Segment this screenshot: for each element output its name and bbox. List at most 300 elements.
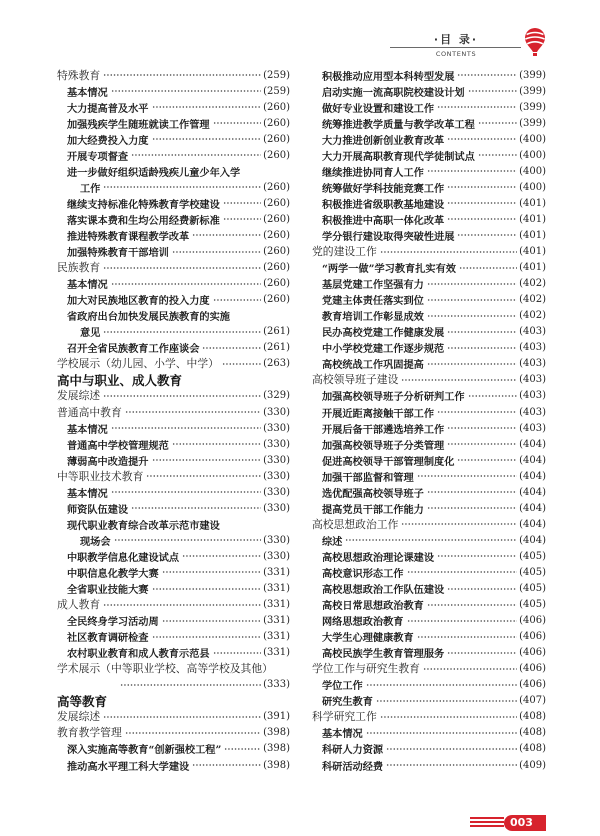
toc-item-title: 意见 [80,327,101,340]
toc-item-row [57,276,290,292]
dot-leader [152,587,262,591]
toc-category-title: 特殊教育 [57,68,101,82]
toc-item-row [312,99,546,115]
toc-page-number: (330) [263,454,290,466]
toc-item-row [312,179,546,195]
toc-column-right [312,67,546,773]
toc-page-number: (261) [263,326,290,338]
toc-page-number: (331) [263,599,290,611]
toc-page-number: (402) [519,294,546,306]
toc-item-title: 统筹做好学科技能竞赛工作 [322,182,445,195]
dot-leader [202,346,261,350]
dot-leader [131,506,261,510]
toc-page-number: (406) [519,663,546,675]
dot-leader [152,137,262,141]
dot-leader [103,394,261,398]
dot-leader [447,137,517,141]
toc-column-left [57,67,290,773]
toc-item-row [57,99,290,115]
toc-item-title: 社区教育调研检查 [67,632,149,645]
dot-leader [447,651,517,655]
toc-page-number: (401) [519,246,546,258]
toc-item-row [312,484,546,500]
toc-item-row [312,741,546,757]
toc-page-number: (260) [263,133,290,145]
dot-leader [427,506,517,510]
toc-page-number: (405) [519,566,546,578]
toc-item-title: 大学生心理健康教育 [322,632,414,645]
header-rule [390,47,521,48]
toc-item-title: 学位工作 [322,680,363,693]
toc-item-title: 科研人力资源 [322,744,384,757]
toc-item-row [312,548,546,564]
toc-category-title: 学术展示（中等职业学校、高等学校及其他） [57,662,273,676]
toc-page-number: (260) [263,213,290,225]
toc-page-number: (404) [519,502,546,514]
toc-item-row [312,211,546,227]
toc-item-row [57,244,290,260]
toc-category-row [312,516,546,532]
toc-category-title: 高校思想政治工作 [312,517,399,531]
dot-leader [468,89,517,93]
dot-leader [427,169,517,173]
toc-page-number: (406) [519,647,546,659]
dot-leader [111,282,261,286]
dot-leader [213,121,261,125]
dot-leader [427,314,517,318]
toc-page-number: (331) [263,566,290,578]
toc-item-row [312,227,546,243]
contents-subtitle: CONTENTS [435,50,477,58]
toc-item-title: 全民终身学习活动周 [67,616,159,629]
toc-item-row [57,83,290,99]
dot-leader [437,410,517,414]
toc-item-title: 积极推进中高职一体化改革 [322,214,445,227]
balloon-logo-icon [524,27,546,57]
toc-item-title: 继续支持标准化特殊教育学校建设 [67,198,220,211]
toc-item-row [57,757,290,773]
toc-item-row [57,629,290,645]
toc-page-number: (259) [263,85,290,97]
toc-item-row [57,516,290,532]
toc-item-title: 继续推进协同育人工作 [322,166,424,179]
toc-category-title: 科学研究工作 [312,710,377,724]
dot-leader [103,266,261,270]
toc-section-title: 高等教育 [57,693,108,709]
page-number: 003 [510,816,533,829]
toc-category-row [57,260,290,276]
dot-leader [152,635,262,639]
dot-leader [111,426,261,430]
dot-leader [172,250,261,254]
toc-item-row [312,452,546,468]
toc-item-title: 学分银行建设取得突破性进展 [322,230,455,243]
toc-category-row [57,661,290,677]
toc-page-number: (331) [263,647,290,659]
dot-leader [407,619,518,623]
toc-item-title: 加强特殊教育干部培训 [67,247,169,260]
toc-page-number: (330) [263,406,290,418]
toc-page-number: (261) [263,342,290,354]
dot-leader [213,298,261,302]
toc-item-title: 科研活动经费 [322,760,384,773]
toc-item-row [312,388,546,404]
toc-item-title: 加大对民族地区教育的投入力度 [67,295,210,308]
toc-page-number: (400) [519,181,546,193]
dot-leader [213,651,261,655]
toc-item-title: 进一步做好组织适龄残疾儿童少年入学 [67,166,241,179]
toc-page-number: (401) [519,229,546,241]
toc-item-row [312,324,546,340]
toc-category-title: 教育教学管理 [57,726,122,740]
toc-page-number: (330) [263,438,290,450]
toc-category-row [312,244,546,260]
toc-item-row [312,500,546,516]
toc-item-title: 高校日常思想政治教育 [322,600,424,613]
dot-leader [345,538,517,542]
toc-page-number: (403) [519,326,546,338]
dot-leader [478,153,517,157]
toc-item-row [57,147,290,163]
toc-item-title: 民办高校党建工作健康发展 [322,327,445,340]
dot-leader [146,474,261,478]
toc-page-number: (331) [263,631,290,643]
dot-leader [417,635,517,639]
toc-item-title: 落实课本费和生均公用经费新标准 [67,214,220,227]
toc-item-title: 加大经费投入力度 [67,134,149,147]
toc-category-title: 学校展示（幼儿园、小学、中学） [57,357,219,371]
toc-item-row [57,292,290,308]
toc-item-title: 高校思想政治工作队伍建设 [322,584,445,597]
toc-page-number: (405) [519,599,546,611]
toc-item-title: 基层党建工作坚强有力 [322,279,424,292]
dot-leader [478,121,517,125]
toc-page-number: (330) [263,534,290,546]
toc-page-number: (405) [519,583,546,595]
toc-item-title: 现场会 [80,535,111,548]
toc-item-title: 现代职业教育综合改革示范市建设 [67,519,220,532]
toc-page-number: (403) [519,358,546,370]
toc-page-number: (406) [519,679,546,691]
dot-leader [103,185,261,189]
toc-page-number: (399) [519,69,546,81]
toc-page-number: (403) [519,422,546,434]
toc-page-number: (260) [263,229,290,241]
toc-item-title: 开展专项督查 [67,150,129,163]
toc-item-title: 网络思想政治教育 [322,616,404,629]
toc-item-row [312,645,546,661]
toc-item-row [312,532,546,548]
toc-page-number: (400) [519,165,546,177]
toc-page-number: (408) [519,743,546,755]
toc-item-row [312,356,546,372]
dot-leader [366,683,517,687]
toc-item-title: 推进特殊教育课程教学改革 [67,230,190,243]
toc-page-number: (260) [263,294,290,306]
toc-item-row [57,195,290,211]
dot-leader [103,330,261,334]
toc-item-row [57,613,290,629]
toc-item-row [57,340,290,356]
toc-page-number: (403) [519,390,546,402]
toc-item-row [57,420,290,436]
dot-leader [103,715,261,719]
toc-page-number: (405) [519,550,546,562]
toc-page-number: (404) [519,534,546,546]
dot-leader [380,250,517,254]
toc-item-title: 促进高校领导干部管理制度化 [322,455,455,468]
toc-section-row [57,693,290,709]
toc-item-title: 选优配强高校领导班子 [322,487,424,500]
toc-item-title: 薄弱高中改造提升 [67,455,149,468]
toc-item-title: 做好专业设置和建设工作 [322,102,435,115]
toc-category-title: 成人教育 [57,598,101,612]
toc-item-title: 普通高中学校管理规范 [67,439,169,452]
toc-item-title: 大力推进创新创业教育改革 [322,134,445,147]
toc-page-number: (259) [263,69,290,81]
toc-page-number: (401) [519,262,546,274]
toc-page-number: (402) [519,310,546,322]
toc-page-number: (330) [263,470,290,482]
dot-leader [401,378,517,382]
toc-category-row [312,661,546,677]
dot-leader [376,699,517,703]
toc-item-row [312,597,546,613]
toc-page-number: (399) [519,117,546,129]
toc-page-number: (407) [519,695,546,707]
toc-item-row [57,581,290,597]
toc-item-row [312,725,546,741]
dot-leader [447,330,517,334]
toc-category-row [57,709,290,725]
toc-page-number: (404) [519,518,546,530]
dot-leader [427,362,517,366]
dot-leader [457,458,517,462]
toc-item-title: 启动实施一流高职院校建设计划 [322,86,465,99]
dot-leader [427,603,517,607]
toc-category-row [57,725,290,741]
toc-page-number: (404) [519,454,546,466]
toc-item-row [312,757,546,773]
toc-page-number: (260) [263,101,290,113]
toc-item-title: 省政府出台加快发展民族教育的实施 [67,311,230,324]
dot-leader [152,105,262,109]
toc-item-row [57,227,290,243]
toc-category-title: 民族教育 [57,261,101,275]
toc-item-row [312,308,546,324]
toc-item-title: 提高党员干部工作能力 [322,503,424,516]
toc-page-number: (329) [263,390,290,402]
toc-page-number: (398) [263,743,290,755]
toc-item-row [312,260,546,276]
toc-page-number: (331) [263,583,290,595]
toc-item-title: 加强残疾学生随班就读工作管理 [67,118,210,131]
dot-leader [366,731,517,735]
dot-leader [131,153,261,157]
dot-leader [162,570,261,574]
toc-item-row [312,340,546,356]
toc-page-number: (400) [519,133,546,145]
dot-leader [437,554,517,558]
toc-item-title: 推动高水平理工科大学建设 [67,760,190,773]
toc-item-row [57,308,290,324]
page-footer [470,814,546,832]
dot-leader [417,474,517,478]
page-number-tab [504,815,546,831]
toc-page-number: (400) [519,149,546,161]
toc-item-row [57,532,290,548]
toc-item-title: 统筹推进教学质量与教学改革工程 [322,118,475,131]
dot-leader [224,747,261,751]
dot-leader [407,570,518,574]
toc-page-number: (404) [519,438,546,450]
toc-page-number: (402) [519,278,546,290]
toc-item-row [312,420,546,436]
dot-leader [125,731,261,735]
toc-item-row [312,131,546,147]
toc-item-title: 召开全省民族教育工作座谈会 [67,343,200,356]
toc-page-number: (260) [263,181,290,193]
toc-page-number: (403) [519,406,546,418]
toc-category-row [57,67,290,83]
toc-category-row [57,468,290,484]
toc-item-title: 大力提高普及水平 [67,102,149,115]
dot-leader [152,458,262,462]
toc-page-number: (331) [263,615,290,627]
toc-item-title: 基本情况 [67,423,108,436]
toc-page-number: (260) [263,278,290,290]
toc-page-number: (330) [263,422,290,434]
dot-leader [447,426,517,430]
toc-item-title: 高校民族学生教育管理服务 [322,648,445,661]
toc-page-number: (398) [263,727,290,739]
toc-item-title: 中职教学信息化建设试点 [67,551,180,564]
toc-item-title: 高校意识形态工作 [322,567,404,580]
dot-leader [172,442,261,446]
toc-page-number: (330) [263,486,290,498]
toc-item-row [57,564,290,580]
toc-category-row [312,709,546,725]
toc-page-number: (260) [263,117,290,129]
toc-page-number: (403) [519,342,546,354]
dot-leader [111,490,261,494]
toc-page-number: (260) [263,246,290,258]
toc-item-row [57,741,290,757]
toc-item-row [57,548,290,564]
dot-leader [423,667,517,671]
toc-page-number: (406) [519,631,546,643]
toc-page-number: (403) [519,374,546,386]
dot-leader [192,233,261,237]
dot-leader [401,522,517,526]
dot-leader [427,282,517,286]
toc-item-row [312,564,546,580]
toc-item-row [312,147,546,163]
toc-item-row [312,292,546,308]
dot-leader [380,715,517,719]
toc-category-row [57,597,290,613]
dot-leader [120,683,261,687]
toc-category-title: 学位工作与研究生教育 [312,662,420,676]
dot-leader [192,763,261,767]
toc-item-title: 工作 [80,182,101,195]
dot-leader [125,410,261,414]
toc-section-row [57,372,290,388]
dot-leader [447,185,517,189]
toc-item-title: 加强高校领导班子分类管理 [322,439,445,452]
toc-item-title: 积极推进省级职教基地建设 [322,198,445,211]
toc-page-number: (330) [263,550,290,562]
toc-category-title: 普通高中教育 [57,405,122,419]
toc-item-row [312,195,546,211]
toc-item-row [312,83,546,99]
toc-item-row [57,324,290,340]
toc-item-row [57,211,290,227]
toc-item-row [57,484,290,500]
toc-category-title: 高校领导班子建设 [312,373,399,387]
toc-item-row [57,500,290,516]
toc-page-number: (406) [519,615,546,627]
toc-page-number: (409) [519,759,546,771]
toc-item-row [312,404,546,420]
dot-leader [111,89,261,93]
dot-leader [386,763,517,767]
toc-item-title: “两学一做”学习教育扎实有效 [322,263,456,276]
dot-leader [223,201,261,205]
toc-item-title: 师资队伍建设 [67,503,129,516]
dot-leader [447,201,517,205]
toc-item-row [57,163,290,179]
contents-title: ·目 录· [433,33,479,46]
toc-item-title: 基本情况 [322,728,363,741]
toc-page-number: (401) [519,213,546,225]
toc-item-title: 基本情况 [67,487,108,500]
dot-leader [222,362,261,366]
toc-item-title: 研究生教育 [322,696,373,709]
toc-item-title: 高校统战工作巩固提高 [322,359,424,372]
dot-leader [457,233,517,237]
dot-leader [447,217,517,221]
toc-category-row [57,404,290,420]
toc-page-number: (404) [519,486,546,498]
dot-leader [468,394,517,398]
toc-item-title: 综述 [322,535,343,548]
toc-page-number: (408) [519,711,546,723]
toc-page-number: (399) [519,101,546,113]
dot-leader [386,747,517,751]
toc-item-row [312,67,546,83]
toc-item-title: 中小学校党建工作逐步规范 [322,343,445,356]
toc-item-title: 教育培训工作彰显成效 [322,311,424,324]
toc-item-row [312,436,546,452]
dot-leader [162,619,261,623]
toc-page-number: (398) [263,759,290,771]
toc-page-number: (401) [519,197,546,209]
toc-item-row [312,468,546,484]
toc-page-number: (260) [263,262,290,274]
toc-item-row [312,115,546,131]
toc-item-title: 开展后备干部遴选培养工作 [322,423,445,436]
dot-leader [459,266,517,270]
toc-category-title: 党的建设工作 [312,245,377,259]
toc-category-title: 中等职业技术教育 [57,469,144,483]
dot-leader [437,105,517,109]
toc-page-number: (404) [519,470,546,482]
toc-category-row [57,356,290,372]
dot-leader [447,346,517,350]
toc-item-title: 全省职业技能大赛 [67,584,149,597]
toc-item-title: 高校思想政治理论课建设 [322,551,435,564]
